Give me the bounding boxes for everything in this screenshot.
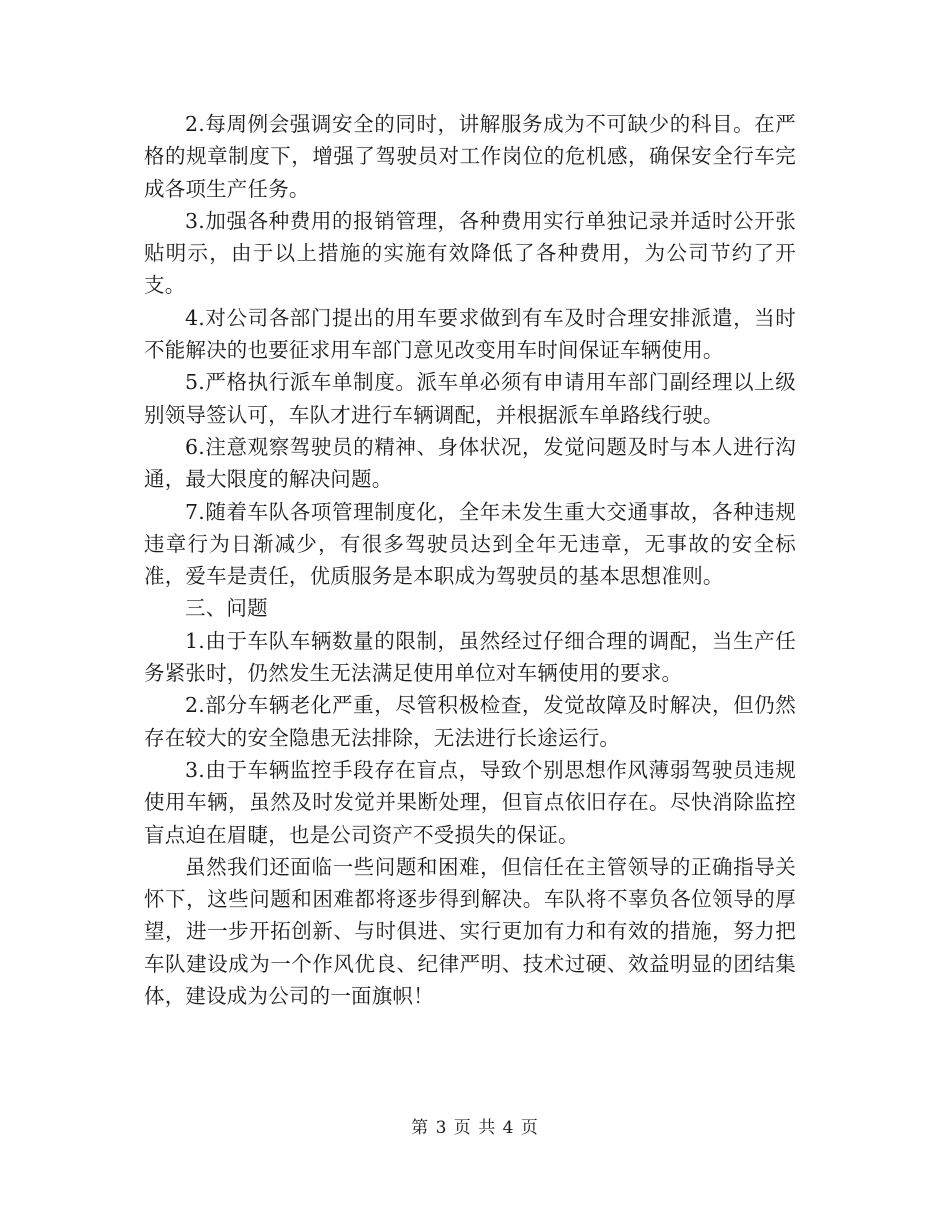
- paragraph: 6.注意观察驾驶员的精神、身体状况，发觉问题及时与本人进行沟通，最大限度的解决问题。: [144, 434, 796, 492]
- paragraph: 7.随着车队各项管理制度化，全年未发生重大交通事故，各种违规违章行为日渐减少，有很多驾驶员达到全年无违章，无事故的安全标准，爱车是责任，优质服务是本职成为驾驶员的基本思想准则。: [144, 499, 796, 589]
- paragraph: 3.加强各种费用的报销管理，各种费用实行单独记录并适时公开张贴明示，由于以上措施的实施有效降低了各种费用，为公司节约了开支。: [144, 208, 796, 298]
- paragraph: 2.每周例会强调安全的同时，讲解服务成为不可缺少的科目。在严格的规章制度下，增强了驾驶员对工作岗位的危机感，确保安全行车完成各项生产任务。: [144, 112, 796, 201]
- document-body: [144, 108, 796, 1012]
- page-number-footer: 第 3 页 共 4 页: [411, 1118, 539, 1138]
- paragraph: 3.由于车辆监控手段存在盲点，导致个别思想作风薄弱驾驶员违规使用车辆，虽然及时发觉并果断处理，但盲点依旧存在。尽快消除监控盲点迫在眉睫，也是公司资产不受损失的保证。: [144, 757, 796, 847]
- paragraph: 虽然我们还面临一些问题和困难，但信任在主管领导的正确指导关怀下，这些问题和困难都将逐步得到解决。车队将不辜负各位领导的厚望，进一步开拓创新、与时俱进、实行更加有力和有效的措施，努力把车队建设成为一个作风优良、纪律严明、技术过硬、效益明显的团结集体，建设成为公司的一面旗帜！: [144, 854, 796, 1009]
- paragraph: 4.对公司各部门提出的用车要求做到有车及时合理安排派遣，当时不能解决的也要征求用车部门意见改变用车时间保证车辆使用。: [144, 305, 796, 363]
- paragraph: 2.部分车辆老化严重，尽管积极检查，发觉故障及时解决，但仍然存在较大的安全隐患无法排除，无法进行长途运行。: [144, 693, 796, 750]
- section-heading: 三、问题: [185, 596, 268, 621]
- paragraph: 1.由于车队车辆数量的限制，虽然经过仔细合理的调配，当生产任务紧张时，仍然发生无法满足使用单位对车辆使用的要求。: [144, 628, 796, 686]
- paragraph: 5.严格执行派车单制度。派车单必须有申请用车部门副经理以上级别领导签认可，车队才进行车辆调配，并根据派车单路线行驶。: [144, 370, 796, 427]
